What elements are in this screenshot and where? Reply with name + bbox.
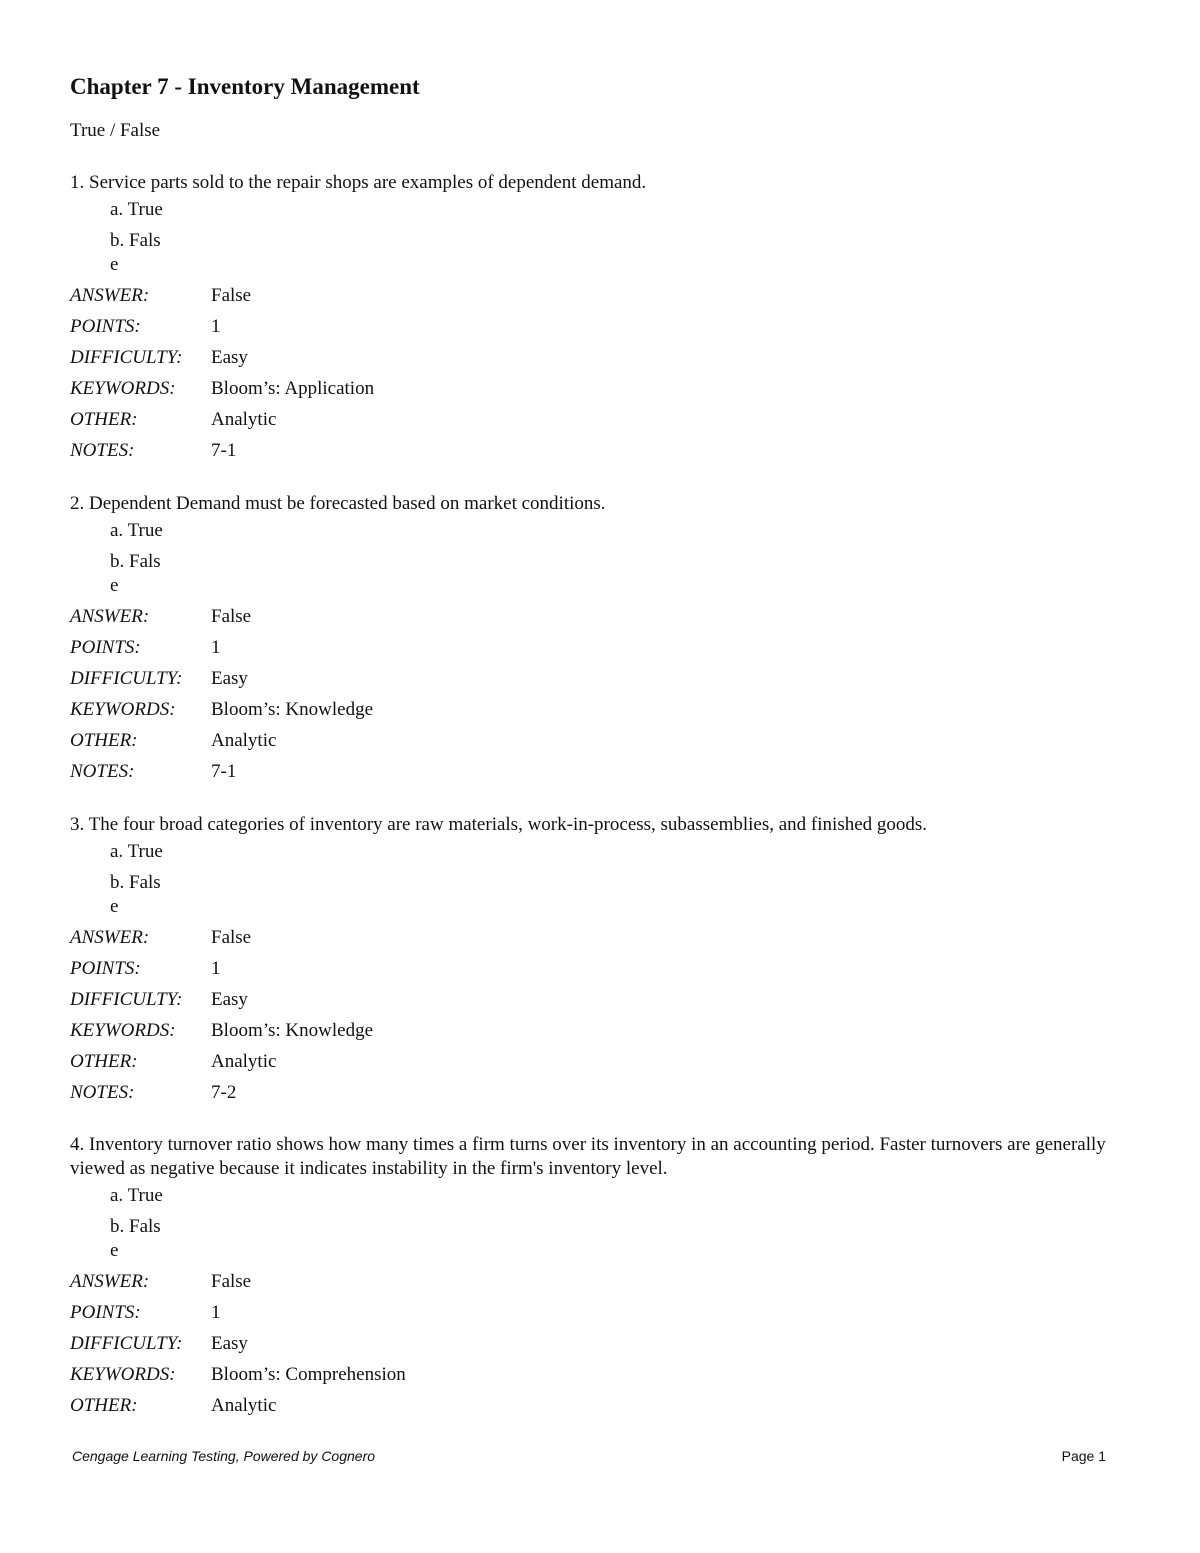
difficulty-row: DIFFICULTY: Easy [70, 667, 248, 689]
difficulty-row: DIFFICULTY: Easy [70, 1332, 248, 1354]
points-row: POINTS: 1 [70, 957, 221, 979]
page-number: Page 1 [1061, 1448, 1106, 1464]
question-2 [70, 492, 1140, 787]
choices [70, 840, 1140, 919]
choice-b: b. False [110, 1216, 161, 1261]
notes-row: NOTES: 7-2 [70, 1081, 237, 1103]
keywords-value: Bloom’s: Comprehension [211, 1363, 406, 1385]
choice-b: b. False [110, 551, 161, 596]
keywords-value: Bloom’s: Knowledge [211, 1019, 374, 1041]
other-value: Analytic [211, 1050, 277, 1072]
footer-publisher: Cengage Learning Testing, Powered by Cognero [72, 1448, 376, 1464]
question-meta [70, 1266, 1140, 1421]
answer-row: ANSWER: False [70, 605, 252, 627]
answer-row: ANSWER: False [70, 1270, 252, 1292]
section-label: True / False [70, 120, 161, 141]
notes-row: NOTES: 7-1 [70, 760, 237, 782]
difficulty-value: Easy [211, 346, 248, 368]
answer-value: False [211, 1270, 252, 1292]
points-value: 1 [211, 1301, 221, 1323]
points-row: POINTS: 1 [70, 315, 221, 337]
keywords-row: KEYWORDS: Bloom’s: Knowledge [70, 1019, 374, 1041]
choices [70, 519, 1140, 598]
choice-a: a. True [110, 520, 163, 541]
question-meta [70, 280, 1140, 466]
notes-value: 7-2 [211, 1081, 237, 1103]
answer-value: False [211, 605, 252, 627]
points-value: 1 [211, 957, 221, 979]
answer-value: False [211, 284, 252, 306]
other-value: Analytic [211, 1394, 277, 1416]
question-1 [70, 171, 1140, 466]
difficulty-value: Easy [211, 667, 248, 689]
notes-row: NOTES: 7-1 [70, 439, 237, 461]
question-3 [70, 813, 1140, 1108]
page-title: Chapter 7 - Inventory Management [70, 74, 420, 99]
keywords-value: Bloom’s: Knowledge [211, 698, 374, 720]
keywords-row: KEYWORDS: Bloom’s: Application [70, 377, 375, 399]
question-text: 2. Dependent Demand must be forecasted based on market conditions. [70, 493, 606, 514]
choice-b: b. False [110, 230, 161, 275]
choice-a: a. True [110, 199, 163, 220]
difficulty-row: DIFFICULTY: Easy [70, 988, 248, 1010]
points-row: POINTS: 1 [70, 1301, 221, 1323]
keywords-value: Bloom’s: Application [211, 377, 375, 399]
difficulty-value: Easy [211, 988, 248, 1010]
keywords-row: KEYWORDS: Bloom’s: Comprehension [70, 1363, 406, 1385]
difficulty-value: Easy [211, 1332, 248, 1354]
answer-row: ANSWER: False [70, 926, 252, 948]
other-row: OTHER: Analytic [70, 729, 277, 751]
question-text: 4. Inventory turnover ratio shows how many times a firm turns over its inventory in an accounting period. Faster turnovers are generally viewed as negative because it indicates instability in the firm's inventory level. [70, 1134, 1106, 1179]
other-row: OTHER: Analytic [70, 408, 277, 430]
points-value: 1 [211, 636, 221, 658]
points-value: 1 [211, 315, 221, 337]
answer-value: False [211, 926, 252, 948]
other-row: OTHER: Analytic [70, 1394, 277, 1416]
question-meta [70, 601, 1140, 787]
choices [70, 198, 1140, 277]
choice-b: b. False [110, 872, 161, 917]
keywords-row: KEYWORDS: Bloom’s: Knowledge [70, 698, 374, 720]
choice-a: a. True [110, 1185, 163, 1206]
difficulty-row: DIFFICULTY: Easy [70, 346, 248, 368]
question-text: 1. Service parts sold to the repair shops are examples of dependent demand. [70, 172, 647, 193]
question-meta [70, 922, 1140, 1108]
notes-value: 7-1 [211, 439, 237, 461]
question-4 [70, 1133, 1140, 1421]
question-text: 3. The four broad categories of inventory are raw materials, work-in-process, subassemblies, and finished goods. [70, 814, 928, 835]
other-value: Analytic [211, 408, 277, 430]
answer-row: ANSWER: False [70, 284, 252, 306]
points-row: POINTS: 1 [70, 636, 221, 658]
other-value: Analytic [211, 729, 277, 751]
choices [70, 1184, 1140, 1263]
notes-value: 7-1 [211, 760, 237, 782]
other-row: OTHER: Analytic [70, 1050, 277, 1072]
choice-a: a. True [110, 841, 163, 862]
